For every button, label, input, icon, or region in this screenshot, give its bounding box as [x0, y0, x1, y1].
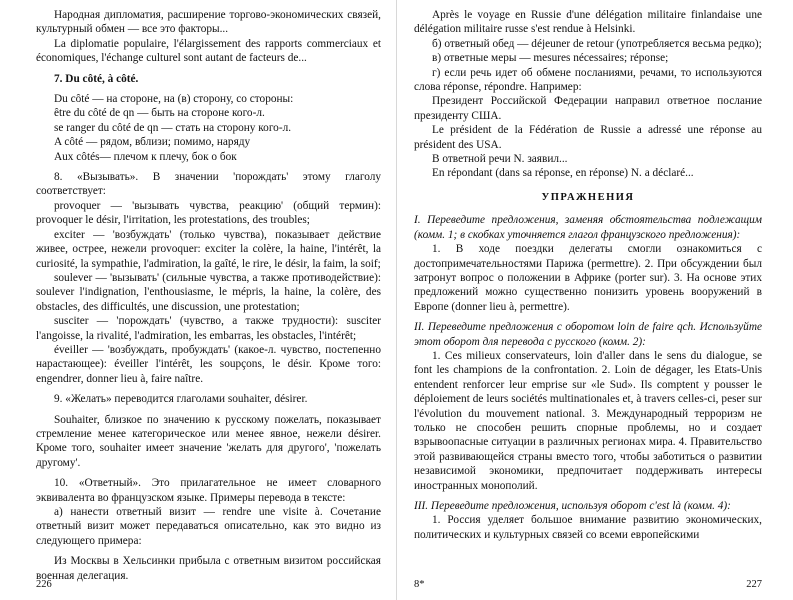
paragraph: provoquer — 'вызывать чувства, реакцию' (общий термин): provoquer le désir, l'irritation, les protestations, des troubles;: [36, 199, 381, 227]
section-heading-7: 7. Du côté, à côté.: [54, 72, 139, 85]
paragraph: exciter — 'возбуждать' (только чувства), показывает действие живее, острее, нежели provoquer: exciter la colère, la haine, l'intérêt, la curiosité, la sympathie, l'admiration, la gaîté, le rire, le désir, la faim, la soif;: [36, 228, 381, 270]
exercise-2-text: 1. Ces milieux conservateurs, loin d'aller dans le sens du dialogue, se font les champions de la confrontation. 2. Loin de dégager, les Etats-Unis entendent renforcer leur emprise sur «le Sud». Ils comptent y pousser le déploiement de leurs sociétés multinationales et, à travers celles-ci, peser sur l'évolution du mouvement national. 3. Международный терроризм не только не способен решить спорные проблемы, но и создает взрывоопасные ситуации в различных регионах мира. 4. Правительство этой развивающейся страны вместо того, чтобы заботиться о развитии независимой экономики, предпочитает поддерживать интересы иностранных монополий.: [414, 349, 762, 492]
right-page: [414, 8, 762, 592]
paragraph: se ranger du côté de qn — стать на сторону кого-л.: [54, 121, 292, 134]
section-heading-10: 10. «Ответный». Это прилагательное не имеет словарного эквивалента во французском языке. Примеры перевода в тексте:: [36, 477, 381, 504]
paragraph: soulever — 'вызывать' (сильные чувства, а также противодействие): soulever l'indignation, l'enthousiasme, le mépris, la haine, la colère, des obstacles, des difficultés, une discussion, une protestation;: [36, 271, 381, 313]
paragraph: Souhaiter, близкое по значению к русскому пожелать, показывает стремление менее категорическое или менее явное, нежели désirer. Кроме того, souhaiter имеет значение 'желать для другого', 'пожелать другому'.: [36, 413, 381, 469]
example-sentence: En répondant (dans sa réponse, en réponse) N. a déclaré...: [432, 167, 694, 180]
paragraph: Du côté — на стороне, на (в) сторону, со стороны:: [54, 93, 294, 106]
exercise-3-text: 1. Россия уделяет большое внимание развитию экономических, политических и культурных связей со всеми европейскими: [414, 514, 762, 541]
example-sentence: Après le voyage en Russie d'une délégation militaire finlandaise une délégation militaire russe s'est rendue à Helsinki.: [414, 9, 762, 36]
paragraph: а) нанести ответный визит — rendre une visite à. Сочетание ответный визит может передаваться описательно, как это видно из следующего примера:: [36, 506, 381, 547]
page-number: 227: [746, 578, 762, 590]
paragraph: Aux côtés— плечом к плечу, бок о бок: [54, 150, 237, 163]
example-sentence: Президент Российской Федерации направил ответное послание президенту США.: [414, 95, 762, 122]
exercise-1-task: I. Переведите предложения, заменяя обстоятельства подлежащим (комм. 1; в скобках уточняется глагол французского предложения):: [414, 214, 762, 241]
left-page: [36, 8, 381, 592]
paragraph: г) если речь идет об обмене посланиями, речами, то используются слова réponse, répondre. Например:: [414, 66, 762, 94]
section-heading-8: 8. «Вызывать». В значении 'порождать' этому глаголу соответствует:: [36, 171, 381, 198]
paragraph: Народная дипломатия, расширение торгово-экономических связей, культурный обмен — все это факторы...: [36, 9, 381, 36]
paragraph: susciter — 'порождать' (чувство, а также трудности): susciter l'angoisse, la rivalité, l'admiration, les embarras, les obstacles, l'intérêt;: [36, 315, 381, 342]
paragraph: La diplomatie populaire, l'élargissement des rapports commerciaux et économiques, l'échange culturel sont autant de facteurs de...: [36, 37, 381, 65]
exercise-2-task: II. Переведите предложения с оборотом loin de faire qch. Используйте этот оборот для перевода с русского (комм. 2):: [414, 321, 762, 348]
paragraph: être du côté de qn — быть на стороне кого-л.: [54, 107, 265, 120]
paragraph: в) ответные меры — mesures nécessaires; réponse;: [432, 52, 669, 65]
exercise-1-text: 1. В ходе поездки делегаты смогли ознакомиться с достопримечательностями Парижа (permettre). 2. При обсуждении был затронут вопрос о положении в Африке (porter sur). 3. На основе этих предложений можно существенно понизить уровень вооружений в Европе (donner lieu à, permettre).: [414, 243, 762, 313]
page-number: 226: [36, 578, 52, 590]
exercises-heading: УПРАЖНЕНИЯ: [541, 191, 635, 203]
example-sentence: Le président de la Fédération de Russie a adressé une réponse au président des USA.: [414, 124, 762, 151]
exercise-3-task: III. Переведите предложения, используя оборот c'est là (комм. 4):: [414, 500, 731, 512]
example-sentence: Из Москвы в Хельсинки прибыла с ответным визитом российская военная делегация.: [36, 555, 381, 582]
section-heading-9: 9. «Желать» переводится глаголами souhaiter, désirer.: [54, 393, 308, 406]
paragraph: éveiller — 'возбуждать, пробуждать' (какое-л. чувство, постепенно нарастающее): éveiller l'intérêt, les soupçons, le désir. Кроме того: engendrer, donner lieu à, faire naître.: [36, 343, 381, 385]
example-sentence: В ответной речи N. заявил...: [432, 153, 568, 166]
paragraph: б) ответный обед — déjeuner de retour (употребляется весьма редко);: [432, 37, 762, 50]
signature-mark: 8*: [414, 578, 425, 590]
page-gutter: [396, 0, 397, 600]
paragraph: A côté — рядом, вблизи; помимо, наряду: [54, 136, 251, 149]
